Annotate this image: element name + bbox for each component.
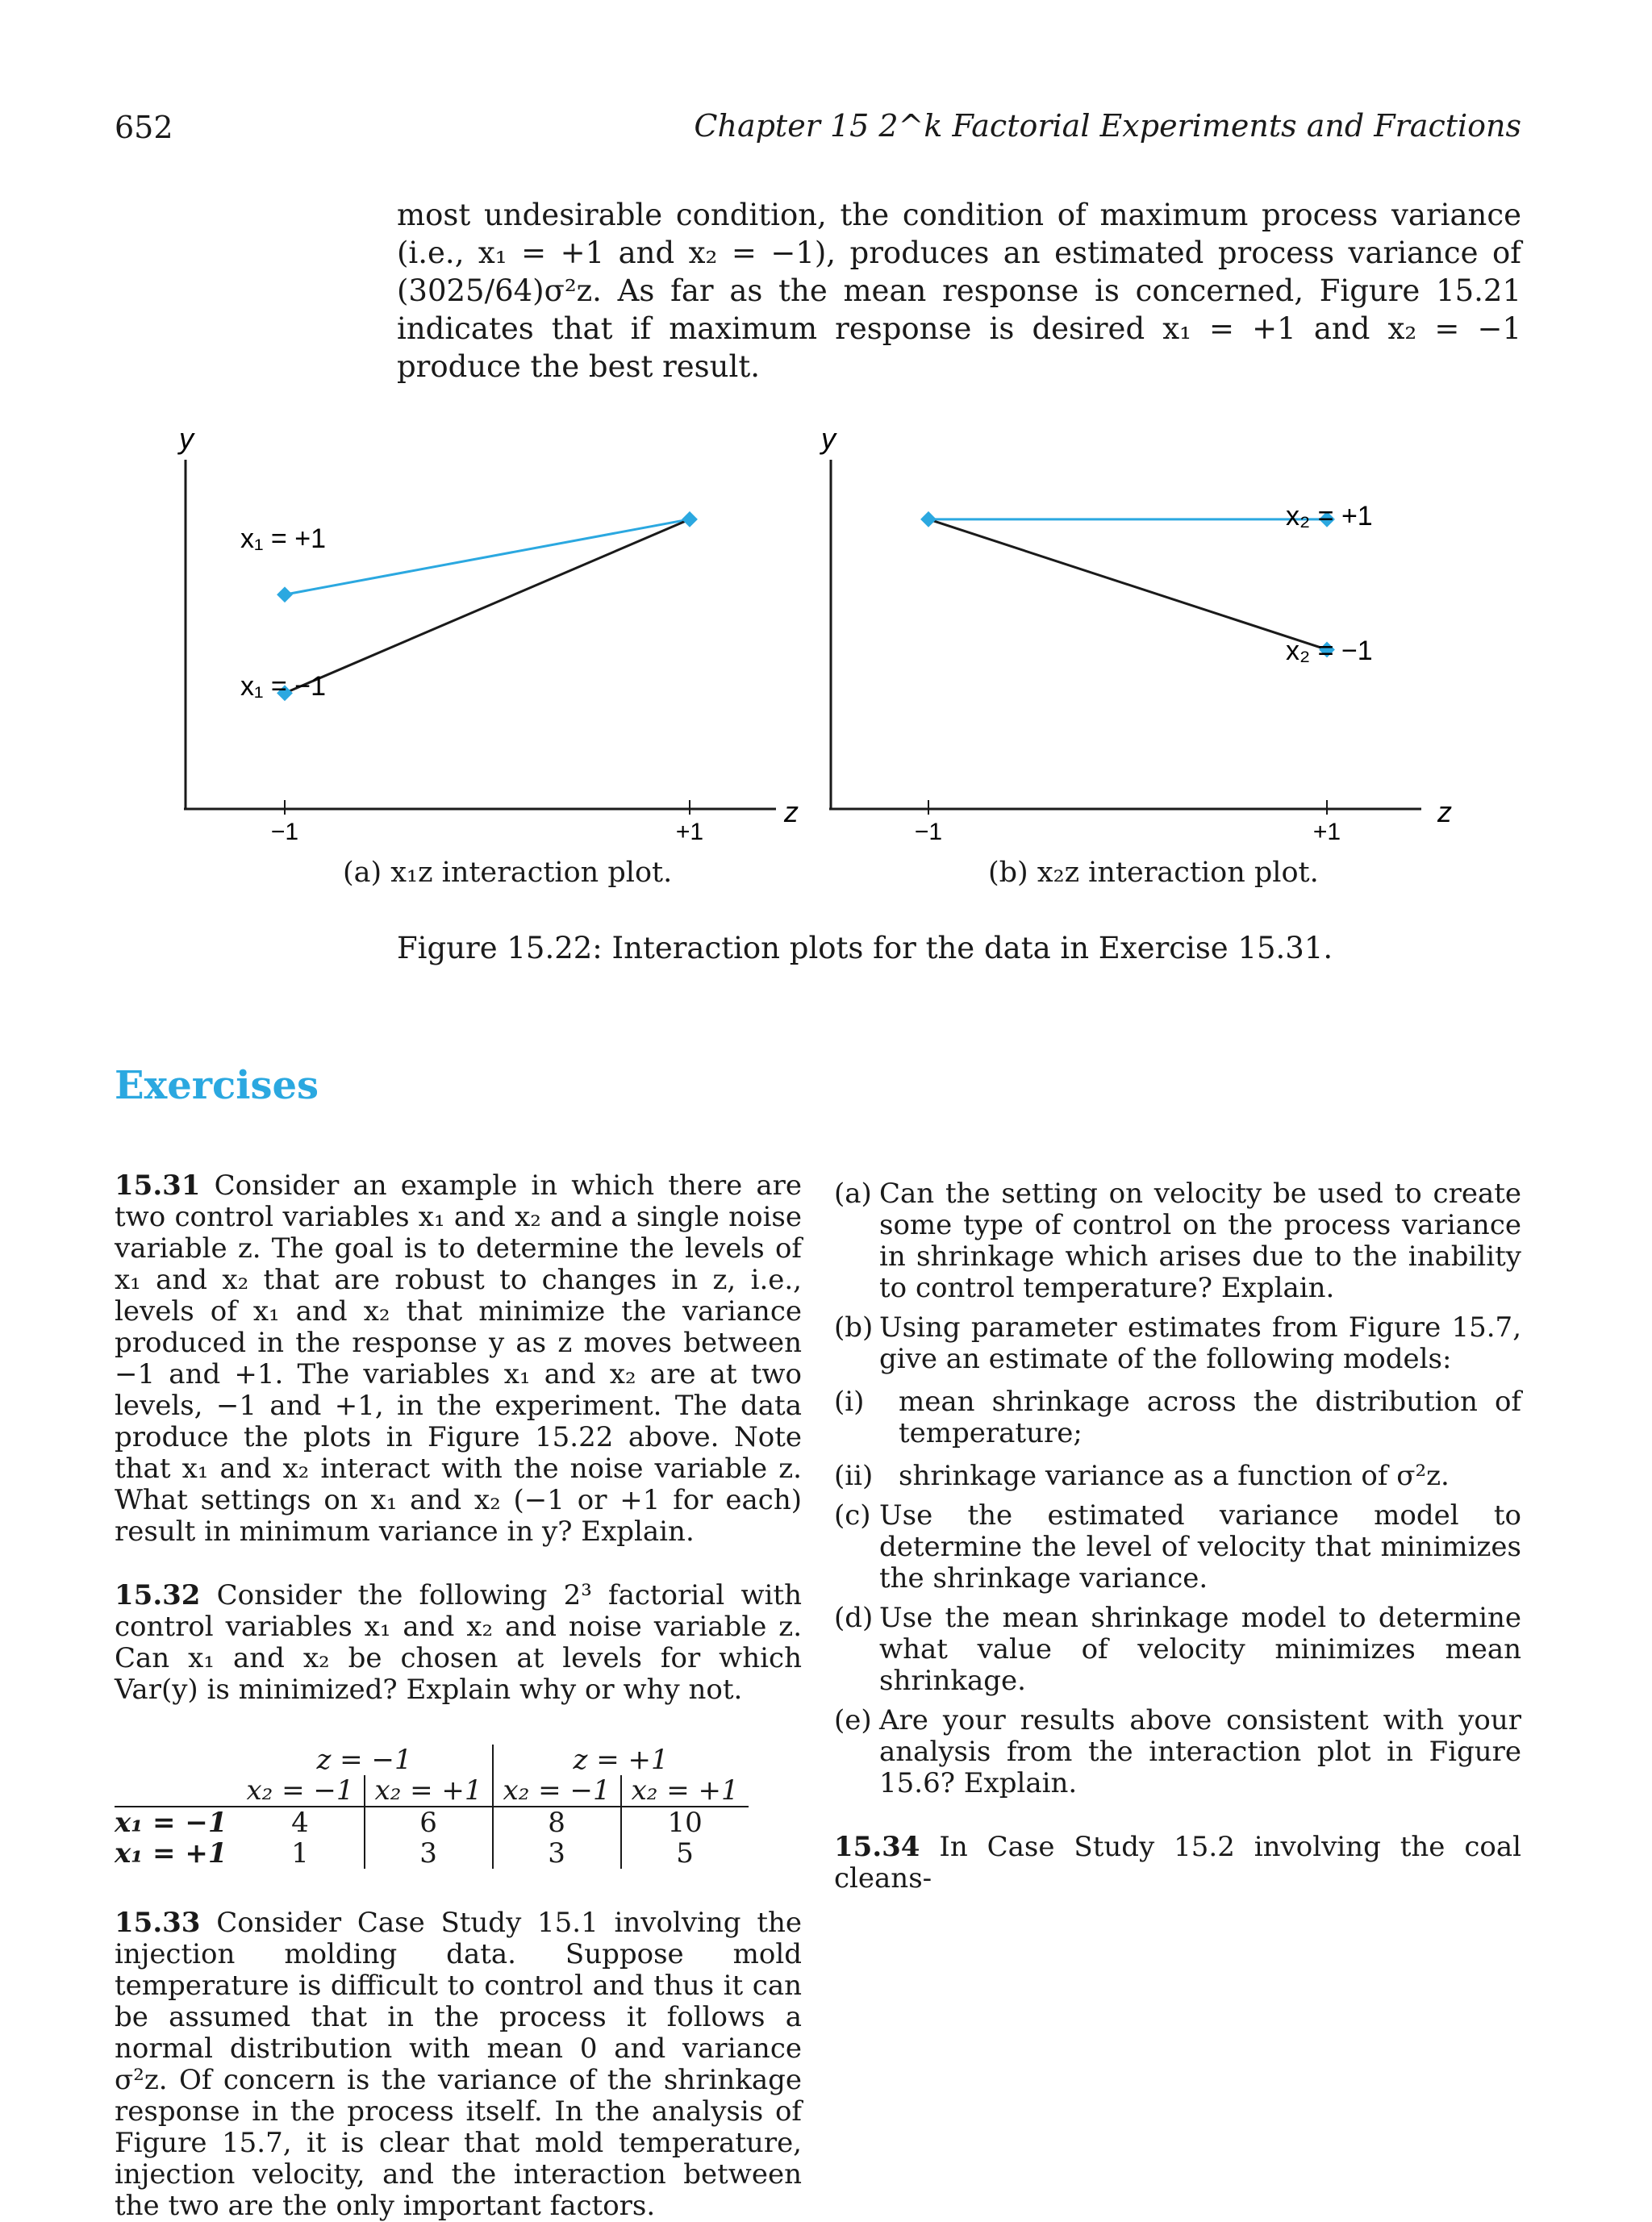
panel-a-caption: (a) x₁z interaction plot. <box>343 857 673 889</box>
row-label: x₁ = −1 <box>115 1807 227 1839</box>
panel-b-x-label: z <box>1437 795 1452 828</box>
panel-a <box>177 422 799 845</box>
factorial-table <box>115 1745 749 1869</box>
item-label: (b) <box>834 1311 874 1344</box>
z-header: z = +1 <box>493 1745 749 1775</box>
z-header: z = −1 <box>316 1744 412 1776</box>
item-text: Use the mean shrinkage model to determine what value of velocity minimizes mean shrinkage. <box>879 1602 1521 1697</box>
item-text: Are your results above consistent with your analysis from the interaction plot in Figure 15.6? Explain. <box>879 1704 1521 1799</box>
x2-header: x₂ = +1 <box>621 1775 749 1807</box>
list-item <box>834 1705 1521 1799</box>
panel-a-x-label: z <box>784 795 799 828</box>
page-number: 652 <box>115 110 173 145</box>
x2-header: x₂ = −1 <box>236 1775 364 1807</box>
panel-b-tick-label-minus: −1 <box>914 819 943 845</box>
table-cell: 8 <box>493 1807 621 1838</box>
panel-a-point-plus-right <box>682 511 698 527</box>
left-column <box>115 1170 802 2222</box>
panel-b-tick-label-plus: +1 <box>1312 819 1341 845</box>
panel-b-series-minus <box>928 519 1327 650</box>
item-label: (e) <box>834 1704 872 1736</box>
panel-b-point-left <box>920 511 937 527</box>
panel-a-series-label-plus: x₁ = +1 <box>240 523 326 554</box>
figure-caption: Figure 15.22: Interaction plots for the data in Exercise 15.31. <box>397 931 1333 965</box>
panel-a-series-minus <box>285 519 690 694</box>
exercise-number: 15.33 <box>115 1907 201 1939</box>
table-cell: 10 <box>621 1807 749 1838</box>
running-head: Chapter 15 2^k Factorial Experiments and Fractions <box>694 108 1521 144</box>
table-row <box>115 1838 749 1869</box>
panel-b-y-label: y <box>821 422 836 455</box>
table-cell: 1 <box>291 1837 309 1870</box>
x2-header: x₂ = −1 <box>493 1775 621 1807</box>
panel-b <box>819 422 1452 845</box>
item-label: (a) <box>834 1178 872 1210</box>
panel-a-point-plus-left <box>277 586 293 602</box>
item-text: Can the setting on velocity be used to create some type of control on the process variance in shrinkage which arises due to the inability to control temperature? Explain. <box>879 1178 1521 1304</box>
row-label: x₁ = +1 <box>115 1837 227 1870</box>
table-cell: 5 <box>621 1838 749 1869</box>
panel-a-tick-label-minus: −1 <box>270 819 299 845</box>
panel-a-y-label: y <box>179 422 194 455</box>
intro-paragraph: most undesirable condition, the condition of maximum process variance (i.e., x₁ = +1 and x₂ = −1), produces an estimated process variance of (3025/64)σ²z. As far as the mean response is concerned, Figure 15.21 indicates that if maximum response is desired x₁ = +1 and x₂ = −1 produce the best result. <box>397 198 1521 384</box>
panel-a-series-label-minus: x₁ = −1 <box>240 671 326 702</box>
exercise-15-33 <box>115 1907 802 2222</box>
item-text: Use the estimated variance model to determine the level of velocity that minimizes the shrinkage variance. <box>879 1499 1521 1595</box>
section-title: Exercises <box>115 1063 319 1108</box>
subitem-label: (ii) <box>834 1460 874 1492</box>
exercise-text: Consider the following 2³ factorial with control variables x₁ and x₂ and noise variable z. Can x₁ and x₂ be chosen at levels for which Var(y) is minimized? Explain why or why not. <box>115 1579 802 1706</box>
x2-header: x₂ = +1 <box>365 1775 493 1807</box>
item-label: (d) <box>834 1602 874 1634</box>
list-item <box>834 1178 1521 1304</box>
subitem-label: (i) <box>834 1386 865 1418</box>
exercise-number: 15.31 <box>115 1169 201 1202</box>
table-cell: 3 <box>365 1838 493 1869</box>
list-item <box>834 1312 1521 1375</box>
interaction-figure <box>0 0 1652 903</box>
right-column <box>834 1170 1521 1895</box>
exercise-15-32 <box>115 1580 802 1706</box>
exercise-15-31 <box>115 1170 802 1548</box>
panel-a-tick-label-plus: +1 <box>675 819 704 845</box>
exercise-text: In Case Study 15.2 involving the coal cleans- <box>834 1831 1521 1895</box>
sub-list-item <box>834 1386 1521 1449</box>
table-cell: 4 <box>291 1807 309 1839</box>
list-item <box>834 1603 1521 1697</box>
panel-b-series-label-minus: x₂ = −1 <box>1286 636 1373 666</box>
panel-a-series-plus <box>285 519 690 594</box>
list-item <box>834 1500 1521 1595</box>
panel-b-caption: (b) x₂z interaction plot. <box>988 857 1319 889</box>
table-cell: 3 <box>493 1838 621 1869</box>
exercise-15-34 <box>834 1832 1521 1895</box>
item-label: (c) <box>834 1499 871 1532</box>
panel-b-series-label-plus: x₂ = +1 <box>1286 501 1373 532</box>
table-row <box>115 1807 749 1838</box>
table-cell: 6 <box>365 1807 493 1838</box>
subitem-text: shrinkage variance as a function of σ²z. <box>899 1460 1450 1492</box>
exercise-number: 15.34 <box>834 1831 920 1863</box>
exercise-number: 15.32 <box>115 1579 201 1611</box>
exercise-text: Consider an example in which there are two control variables x₁ and x₂ and a single noise variable z. The goal is to determine the levels of x₁ and x₂ that are robust to changes in z, i.e., levels of x₁ and x₂ that minimize the variance produced in the response y as z moves between −1 and +1. The variables x₁ and x₂ are at two levels, −1 and +1, in the experiment. The data produce the plots in Figure 15.22 above. Note that x₁ and x₂ interact with the noise variable z. What settings on x₁ and x₂ (−1 or +1 for each) result in minimum variance in y? Explain. <box>115 1169 802 1548</box>
sub-list-item <box>834 1461 1521 1492</box>
subitem-text: mean shrinkage across the distribution of temperature; <box>899 1386 1521 1449</box>
item-text: Using parameter estimates from Figure 15.7, give an estimate of the following models: <box>879 1311 1521 1375</box>
exercise-text: Consider Case Study 15.1 involving the injection molding data. Suppose mold temperature is difficult to control and thus it can be assumed that in the process it follows a normal distribution with mean 0 and variance σ²z. Of concern is the variance of the shrinkage response in the process itself. In the analysis of Figure 15.7, it is clear that mold temperature, injection velocity, and the interaction between the two are the only important factors. <box>115 1907 802 2222</box>
